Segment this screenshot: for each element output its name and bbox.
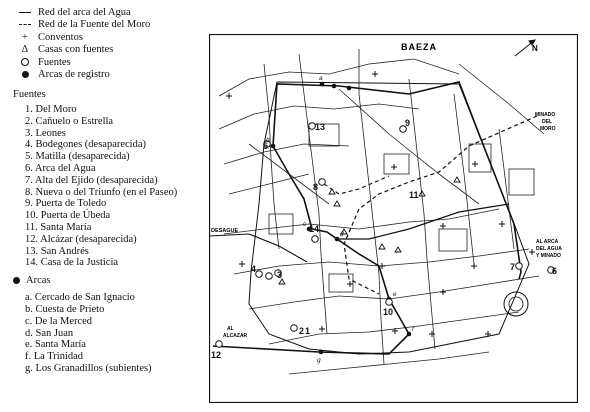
fuentes-list: [25, 103, 202, 268]
legend-label: Fuentes: [38, 56, 71, 68]
arca-letter: f: [412, 326, 414, 333]
legend-row-fuentes: [12, 56, 202, 69]
map-title: BAEZA: [401, 42, 437, 52]
arcas-list: [25, 291, 202, 374]
fuente-item: 9. Puerta de Toledo: [25, 198, 107, 210]
minado-moro-label-3: MORO: [540, 126, 556, 132]
legend-row-conventos: [12, 31, 202, 44]
fuente-item: 6. Arca del Agua: [25, 162, 96, 174]
arca-item: d. San Juan: [25, 327, 74, 339]
plus-icon: +: [22, 31, 28, 43]
legend-row-casas-con-fuentes: [12, 44, 202, 57]
map-svg: [209, 34, 578, 403]
legend-label: Casas con fuentes: [38, 44, 114, 56]
fuente-item: 8. Nueva o del Triunfo (en el Paseo): [25, 186, 178, 198]
fuentes-title: Fuentes: [13, 89, 46, 100]
north-label: N: [532, 44, 538, 53]
al-arca-label-2: DEL AGUA: [536, 246, 562, 252]
arca-letter: g: [317, 357, 321, 364]
legend-label: Arcas de registro: [38, 69, 110, 81]
fuente-item: 1. Del Moro: [25, 104, 77, 115]
arcas-title-row: [12, 274, 202, 287]
fuente-item: 14. Casa de la Justicia: [25, 257, 119, 269]
legend-label: Red de la Fuente del Moro: [38, 19, 151, 31]
fuente-number: 5: [263, 141, 269, 151]
fuente-number: 4: [251, 264, 257, 274]
al-arca-label-1: AL ARCA: [536, 239, 559, 245]
arca-item: b. Cuesta de Prieto: [25, 303, 105, 315]
minado-moro-label-1: MINADO: [535, 112, 556, 118]
fuente-item: 2. Cañuelo o Estrella: [25, 115, 114, 127]
fuente-number: 8: [313, 182, 319, 192]
fuente-number: 14: [309, 224, 320, 234]
fuente-item: 4. Bodegones (desaparecida): [25, 139, 146, 151]
open-circle-icon: [12, 58, 38, 66]
fuente-number: 2: [299, 326, 305, 336]
fuente-item: 7. Alta del Ejido (desaparecida): [25, 174, 158, 186]
fuente-number: 1: [305, 326, 311, 336]
filled-dot-icon: [12, 71, 38, 78]
arca-letter: b: [266, 137, 270, 144]
fuente-number: 7: [510, 262, 516, 272]
al-arca-label-3: Y MINADO: [536, 253, 561, 259]
minado-moro-label-2: DEL: [542, 119, 552, 125]
fuente-number: 6: [552, 266, 558, 276]
legend-row-arca-del-agua: [12, 6, 202, 19]
al-alcazar-label-2: ALCAZAR: [223, 333, 248, 339]
map-frame: [210, 35, 578, 403]
legend-row-fuente-del-moro: [12, 19, 202, 32]
fuente-item: 12. Alcázar (desaparecida): [25, 233, 137, 245]
legend-label: Red del arca del Agua: [38, 6, 131, 18]
dashed-line-icon: [12, 24, 38, 25]
arca-letter: d: [340, 231, 344, 238]
filled-dot-icon: [13, 277, 20, 284]
fuente-number: 11: [409, 190, 419, 200]
fuente-item: 3. Leones: [25, 127, 66, 139]
fuente-item: 10. Puerta de Úbeda: [25, 210, 111, 222]
solid-line-icon: [12, 12, 38, 13]
triangle-icon: Δ: [21, 44, 29, 56]
arca-item: a. Cercado de San Ignacio: [25, 292, 135, 304]
arcas-title: Arcas: [26, 275, 51, 287]
fuente-number: 3: [277, 270, 283, 280]
arca-item: e. Santa María: [25, 339, 86, 351]
arca-item: c. De la Merced: [25, 315, 93, 327]
fuente-number: 12: [211, 350, 222, 360]
fuente-number: 9: [405, 118, 411, 128]
fuente-item: 11. Santa María: [25, 221, 92, 233]
fuente-number: 10: [383, 307, 394, 317]
arca-item: g. Los Granadillos (subientes): [25, 362, 152, 374]
arca-letter: e: [393, 291, 397, 298]
al-alcazar-label-1: AL: [227, 326, 234, 332]
desague-label: DESAGUE: [211, 228, 239, 234]
arca-letter: a: [319, 75, 323, 82]
arca-letter: c: [303, 221, 307, 228]
baeza-map: [209, 34, 578, 403]
legend-label: Conventos: [38, 31, 83, 43]
fuente-number: 13: [315, 122, 326, 132]
legend-row-arcas-de-registro: [12, 69, 202, 82]
arca-item: f. La Trinidad: [25, 351, 84, 363]
fuente-item: 5. Matilla (desaparecida): [25, 151, 130, 163]
fuente-item: 13. San Andrés: [25, 245, 89, 257]
map-legend: [12, 6, 202, 374]
